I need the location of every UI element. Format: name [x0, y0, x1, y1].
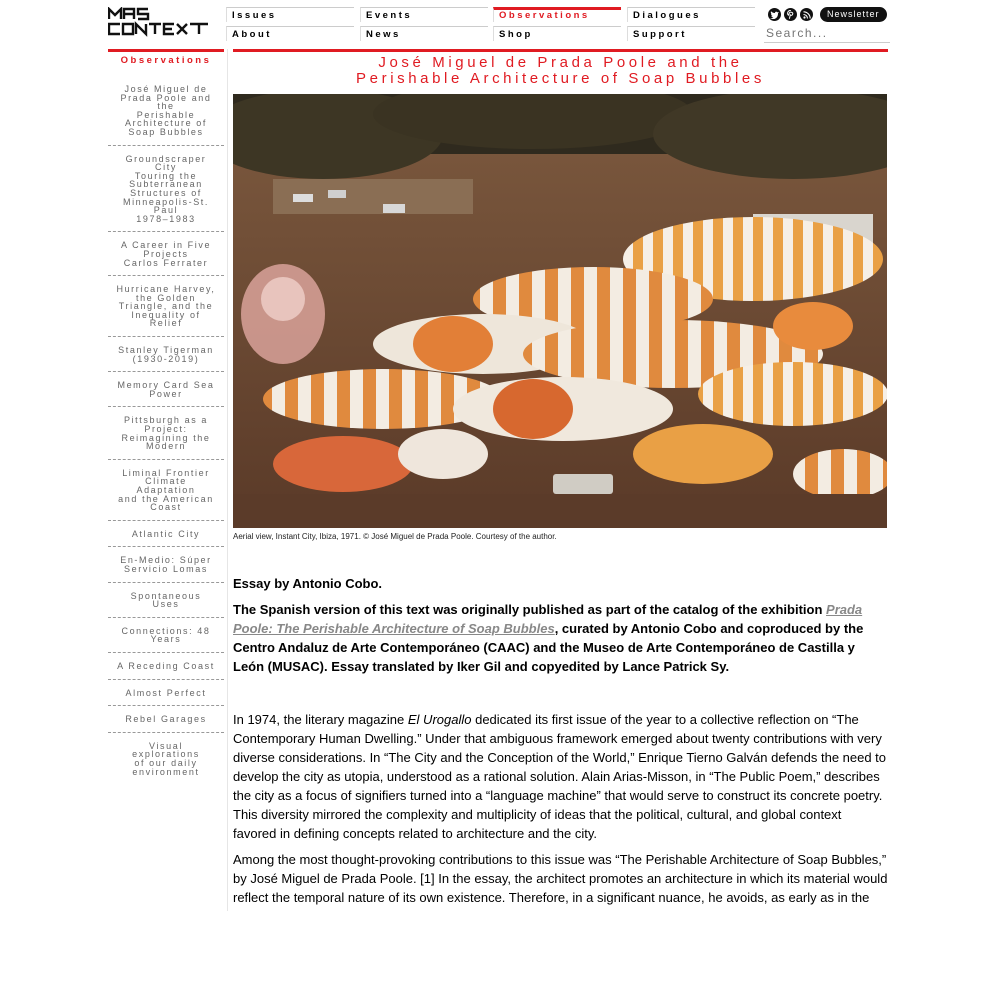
- nav-dialogues[interactable]: Dialogues: [627, 7, 755, 22]
- body-paragraph: Among the most thought-provoking contributions to this issue was “The Perishable Architecture of Soap Bubbles,” by José Miguel de Prada Poole. [1] In the essay, the architect promotes an architecture in which its material would reflect the temporal nature of its own existence. Therefore, in a significant nuance, he avoids, as early as in the: [233, 852, 888, 905]
- nav-shop[interactable]: Shop: [493, 26, 621, 41]
- exhibition-link[interactable]: Prada Poole: The Perishable Architecture of Soap Bubbles: [233, 602, 863, 636]
- intro-text-pre: The Spanish version of this text was originally published as part of the catalog of the exhibition: [233, 602, 827, 617]
- article-body: [233, 574, 888, 926]
- nav-issues[interactable]: Issues: [226, 7, 354, 22]
- p1-pre: In 1974, the literary magazine: [233, 712, 408, 727]
- twitter-icon[interactable]: [768, 8, 781, 21]
- sidebar-item[interactable]: Hurricane Harvey, the Golden Triangle, and the Inequality of Relief: [108, 275, 224, 336]
- nav-events[interactable]: Events: [360, 7, 488, 22]
- byline: Essay by Antonio Cobo.: [233, 576, 383, 591]
- main-nav: [226, 7, 760, 43]
- sidebar-item[interactable]: Stanley Tigerman (1930-2019): [108, 336, 224, 371]
- sidebar-item[interactable]: Memory Card Sea Power: [108, 371, 224, 406]
- inflatable-structure-image: [233, 94, 887, 528]
- photo-caption: Aerial view, Instant City, Ibiza, 1971. © José Miguel de Prada Poole. Courtesy of the author.: [233, 532, 557, 541]
- magazine-title: El Urogallo: [407, 712, 472, 727]
- intro-text-post: , curated by Antonio Cobo and coproduced by the Centro Andaluz de Arte Contemporáneo (CAAC) and the Museo de Arte Contemporáneo de Castilla y León (MUSAC). Essay translated by Iker Gil and copyedited by Lance Patrick Sy.: [233, 621, 864, 674]
- sidebar-item[interactable]: Atlantic City: [108, 520, 224, 547]
- sidebar-item[interactable]: José Miguel de Prada Poole and the Perishable Architecture of Soap Bubbles: [120, 84, 212, 137]
- sidebar-item[interactable]: Groundscraper City Touring the Subterranean Structures of Minneapolis-St. Paul 1978–1983: [108, 145, 224, 232]
- sidebar-heading[interactable]: Observations: [108, 49, 224, 69]
- nav-about[interactable]: About: [226, 26, 354, 41]
- sidebar-item[interactable]: Connections: 48 Years: [108, 617, 224, 652]
- sidebar-item[interactable]: Visual explorations of our daily environment: [108, 732, 224, 784]
- sidebar-divider: [227, 49, 228, 911]
- sidebar-item[interactable]: Rebel Garages: [108, 705, 224, 732]
- nav-news[interactable]: News: [360, 26, 488, 41]
- search-input[interactable]: [764, 24, 890, 43]
- sidebar-item[interactable]: En-Medio: Súper Servicio Lomas: [108, 546, 224, 581]
- logo-mark-icon: [108, 7, 210, 37]
- sidebar-item[interactable]: Liminal Frontier Climate Adaptation and the American Coast: [108, 459, 224, 520]
- social-links: [768, 7, 887, 22]
- pinterest-icon[interactable]: [784, 8, 797, 21]
- sidebar-item[interactable]: Almost Perfect: [108, 679, 224, 706]
- newsletter-button[interactable]: Newsletter: [820, 7, 887, 22]
- sidebar-item[interactable]: A Career in Five Projects Carlos Ferrater: [108, 231, 224, 275]
- sidebar-item[interactable]: Pittsburgh as a Project: Reimagining the Modern: [108, 406, 224, 458]
- viewport-fold: [233, 911, 893, 1000]
- nav-support[interactable]: Support: [627, 26, 755, 41]
- article-title: José Miguel de Prada Poole and the Perishable Architecture of Soap Bubbles: [356, 54, 765, 87]
- sidebar-item[interactable]: A Receding Coast: [108, 652, 224, 679]
- nav-observations[interactable]: Observations: [493, 7, 621, 22]
- sidebar-item[interactable]: Spontaneous Uses: [108, 582, 224, 617]
- rss-icon[interactable]: [800, 8, 813, 21]
- intro-paragraph: [233, 600, 888, 676]
- p1-post: dedicated its first issue of the year to a collective reflection on “The Contemporary Human Dwelling.” Under that ambiguous framework emerged about twenty contributions with very diverse considerations. In “The City and the Conception of the World,” Enrique Tierno Galván defends the need to develop the city as utopia, understood as a rational solution. Alain Arias-Misson, in “The Public Poem,” describes the city as a focus of signifiers turned into a “language machine” that would serve to construct its concrete poetry. This diversity mirrored the complexity and multiplicity of ideas that the political, cultural, and global context favored in defining concepts related to architecture and the city.: [233, 712, 887, 841]
- body-paragraph: [233, 710, 888, 843]
- article: [233, 49, 888, 905]
- article-photo: [233, 94, 887, 528]
- site-logo[interactable]: [108, 7, 210, 37]
- sidebar: [108, 49, 224, 784]
